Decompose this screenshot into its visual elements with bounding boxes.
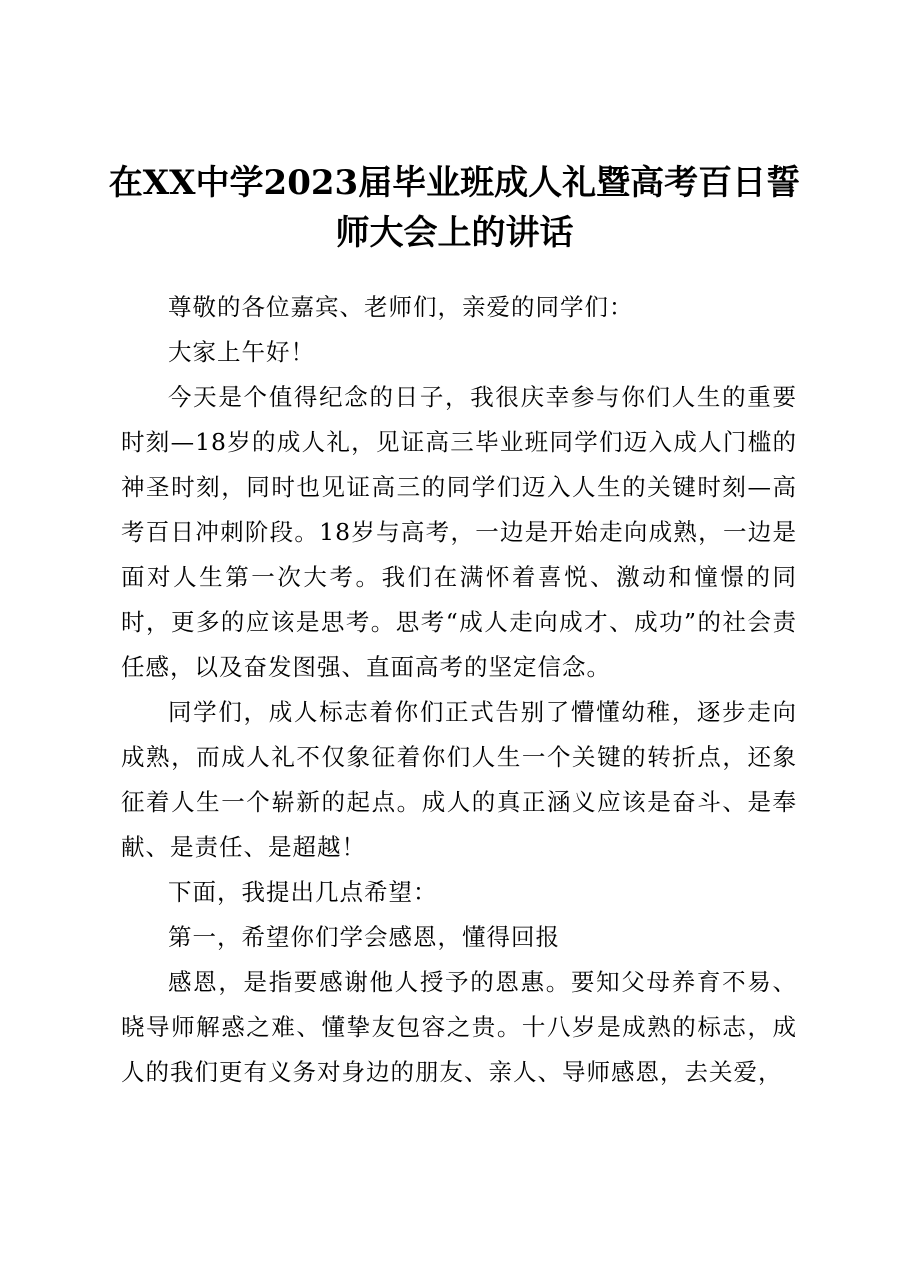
- section-heading: 第一，希望你们学会感恩，懂得回报: [168, 923, 560, 951]
- document-title: [0, 158, 909, 258]
- greeting-paragraph: 大家上午好！: [168, 338, 315, 366]
- body-paragraph: 下面，我提出几点希望：: [168, 878, 438, 906]
- document-body: [121, 285, 797, 1095]
- title-line-1: 在XX中学2023届毕业班成人礼暨高考百日誓: [108, 163, 801, 203]
- body-paragraph: 今天是个值得纪念的日子，我很庆幸参与你们人生的重要时刻—18岁的成人礼，见证高三毕业班同学们迈入成人门槛的神圣时刻，同时也见证高三的同学们迈入人生的关键时刻—高考百日冲刺阶段。18岁与高考，一边是开始走向成熟，一边是面对人生第一次大考。我们在满怀着喜悦、激动和憧憬的同时，更多的应该是思考。思考“成人走向成才、成功”的社会责任感，以及奋发图强、直面高考的坚定信念。: [121, 383, 797, 681]
- body-paragraph: 感恩，是指要感谢他人授予的恩惠。要知父母养育不易、晓导师解惑之难、懂挚友包容之贵。十八岁是成熟的标志，成人的我们更有义务对身边的朋友、亲人、导师感恩，去关爱，: [121, 968, 797, 1086]
- title-line-2: 师大会上的讲话: [335, 213, 574, 253]
- salutation-paragraph: 尊敬的各位嘉宾、老师们，亲爱的同学们：: [168, 293, 634, 321]
- body-paragraph: 同学们，成人标志着你们正式告别了懵懂幼稚，逐步走向成熟，而成人礼不仅象征着你们人生一个关键的转折点，还象征着人生一个崭新的起点。成人的真正涵义应该是奋斗、是奉献、是责任、是超越！: [121, 698, 797, 861]
